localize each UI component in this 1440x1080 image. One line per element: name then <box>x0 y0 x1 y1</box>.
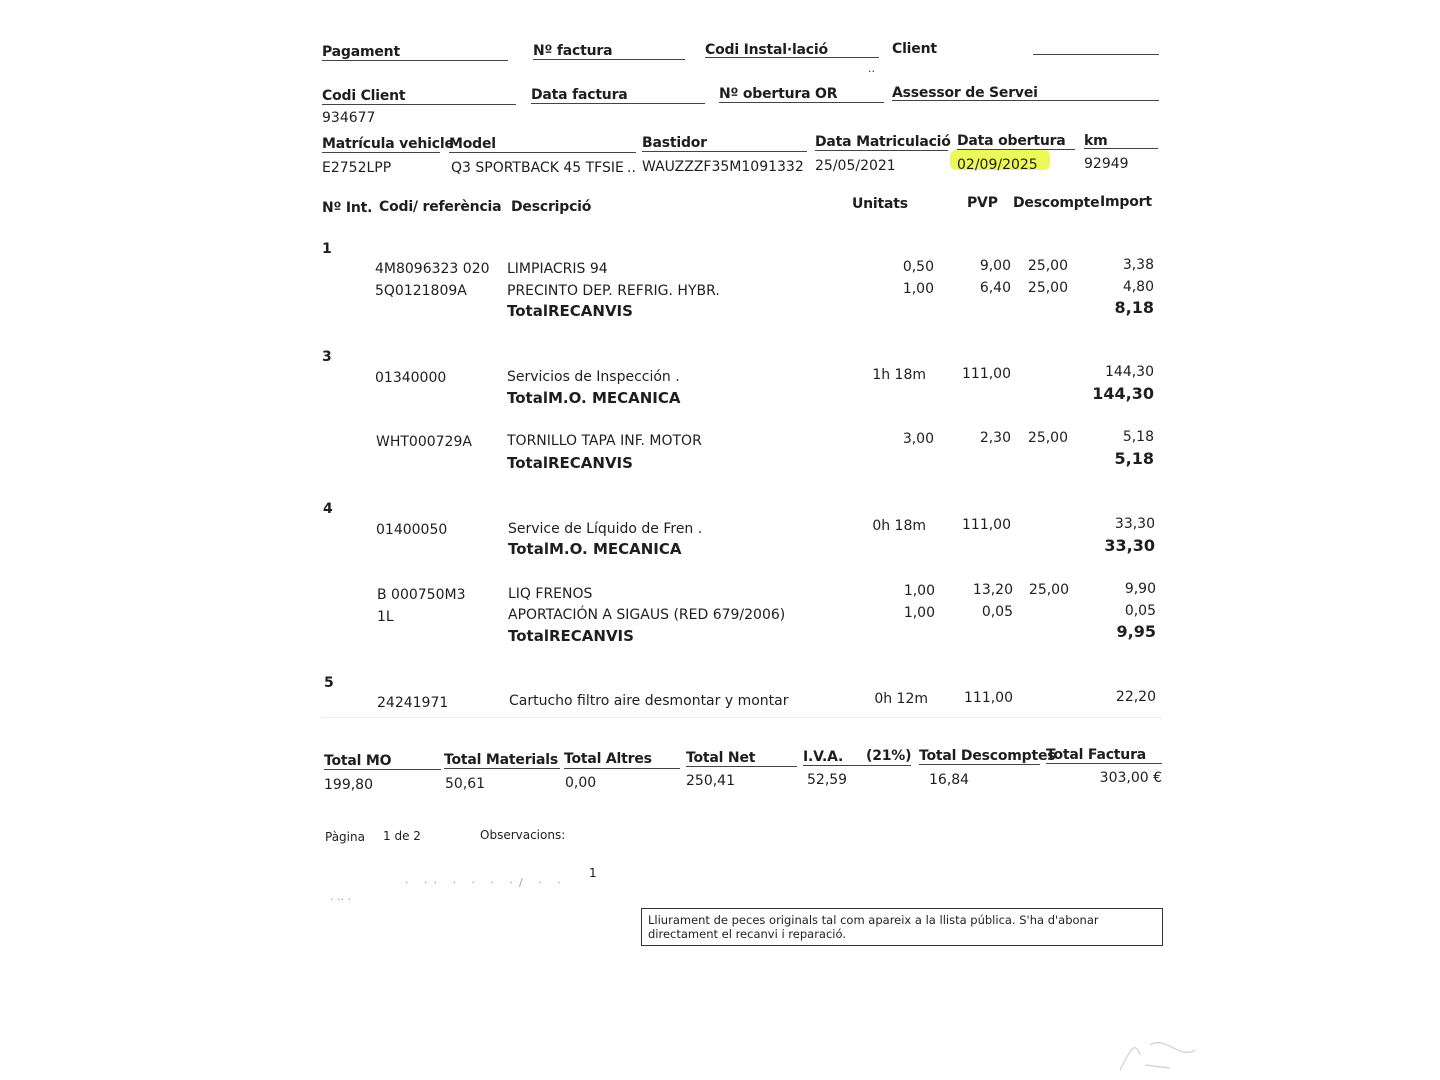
num-factura-underline <box>533 59 685 60</box>
line-desc: LIMPIACRIS 94 <box>507 261 608 277</box>
line-codi: B 000750M3 <box>377 587 466 603</box>
pagament-underline <box>322 60 508 61</box>
group-number: 4 <box>323 501 333 517</box>
group-number: 1 <box>322 241 332 257</box>
dots-mark: .. <box>868 62 875 75</box>
line-unitats: 0h 18m <box>872 518 926 534</box>
observacions-label: Observacions: <box>480 828 566 842</box>
data-matriculacio-label: Data Matriculació <box>815 134 951 150</box>
data-matriculacio-value: 25/05/2021 <box>815 158 896 174</box>
codi-client-label: Codi Client <box>322 88 406 104</box>
total-altres-underline <box>564 768 680 769</box>
line-unitats: 0h 12m <box>874 691 928 707</box>
col-num-int: Nº Int. <box>322 200 373 216</box>
total-descomptes-underline <box>919 764 1040 765</box>
total-net-label: Total Net <box>686 750 756 766</box>
data-matriculacio-underline <box>815 150 948 151</box>
iva-pct: (21%) <box>866 748 912 764</box>
km-label: km <box>1084 133 1108 149</box>
assessor-label: Assessor de Servei <box>892 85 1038 101</box>
subtotal-value: 144,30 <box>1092 384 1154 403</box>
iva-value: 52,59 <box>807 772 848 788</box>
line-codi: WHT000729A <box>376 434 472 450</box>
line-pvp: 111,00 <box>964 690 1013 706</box>
scan-mark-graphic <box>1110 1030 1210 1075</box>
line-import: 3,38 <box>1122 257 1154 273</box>
codi-instalacio-underline <box>705 57 879 58</box>
km-underline <box>1084 148 1158 149</box>
codi-client-underline <box>322 104 516 105</box>
line-unitats: 3,00 <box>902 431 934 447</box>
num-obertura-or-underline <box>719 102 884 103</box>
line-import: 0,05 <box>1124 603 1156 619</box>
line-pvp: 2,30 <box>979 430 1011 446</box>
total-mo-label: Total MO <box>324 753 392 769</box>
num-factura-label: Nº factura <box>533 43 613 59</box>
model-dots: .. <box>627 160 636 176</box>
line-descompte: 25,00 <box>1027 258 1068 274</box>
bastidor-label: Bastidor <box>642 135 707 151</box>
line-desc: LIQ FRENOS <box>508 586 593 602</box>
pagina-value: 1 de 2 <box>383 829 421 843</box>
line-desc: PRECINTO DEP. REFRIG. HYBR. <box>507 283 720 299</box>
line-unitats: 1,00 <box>902 281 934 297</box>
line-descompte: 25,00 <box>1028 582 1069 598</box>
model-value: Q3 SPORTBACK 45 TFSIE <box>451 160 624 176</box>
codi-instalacio-label: Codi Instal·lació <box>705 42 828 58</box>
line-pvp: 13,20 <box>972 582 1013 598</box>
faint-divider <box>322 717 1162 718</box>
group-number: 3 <box>322 349 332 365</box>
line-codi: 5Q0121809A <box>375 283 467 299</box>
col-import: Import <box>1100 194 1152 210</box>
assessor-underline <box>892 100 1159 101</box>
line-unitats: 1,00 <box>903 605 935 621</box>
scan-smudge: · ·· · <box>330 893 351 906</box>
iva-underline <box>803 765 911 766</box>
line-codi: 24241971 <box>377 695 449 711</box>
subtotal-value: 9,95 <box>1116 622 1156 641</box>
col-codi: Codi/ referència <box>379 199 502 215</box>
stray-mark: 1 <box>589 866 597 880</box>
line-codi: 4M8096323 020 <box>375 261 490 277</box>
pagament-label: Pagament <box>322 44 400 60</box>
data-factura-label: Data factura <box>531 87 628 103</box>
total-mo-underline <box>324 769 441 770</box>
line-desc: Service de Líquido de Fren . <box>508 521 703 537</box>
data-factura-underline <box>531 103 705 104</box>
line-pvp: 9,00 <box>979 258 1011 274</box>
line-pvp: 0,05 <box>981 604 1013 620</box>
subtotal-value: 5,18 <box>1114 449 1154 468</box>
pagina-label: Pàgina <box>325 830 365 844</box>
codi-client-value: 934677 <box>322 110 376 126</box>
matricula-value: E2752LPP <box>322 160 392 176</box>
line-import: 22,20 <box>1115 689 1156 705</box>
data-obertura-label: Data obertura <box>957 133 1066 149</box>
iva-label: I.V.A. <box>803 749 844 765</box>
line-desc: Servicios de Inspección . <box>507 369 680 385</box>
col-unitats: Unitats <box>852 196 908 212</box>
subtotal-label: TotalM.O. MECANICA <box>508 540 682 558</box>
total-materials-value: 50,61 <box>445 776 486 792</box>
subtotal-value: 33,30 <box>1104 536 1155 555</box>
col-descripcio: Descripció <box>511 199 592 215</box>
total-mo-value: 199,80 <box>324 777 373 793</box>
line-desc: APORTACIÓN A SIGAUS (RED 679/2006) <box>508 607 786 623</box>
line-codi: 01400050 <box>376 522 448 538</box>
total-factura-label: Total Factura <box>1046 747 1147 763</box>
subtotal-label: TotalRECANVIS <box>508 627 634 645</box>
subtotal-label: TotalRECANVIS <box>507 454 633 472</box>
line-import: 5,18 <box>1122 429 1154 445</box>
total-factura-underline <box>1046 763 1162 764</box>
line-import: 144,30 <box>1105 364 1154 380</box>
scan-smudge: · ·· · · · ·/ · · <box>405 876 567 889</box>
subtotal-value: 8,18 <box>1114 298 1154 317</box>
bastidor-underline <box>642 151 807 152</box>
total-altres-value: 0,00 <box>565 775 597 791</box>
line-import: 9,90 <box>1124 581 1156 597</box>
line-descompte: 25,00 <box>1027 430 1068 446</box>
total-descomptes-value: 16,84 <box>929 772 970 788</box>
num-obertura-or-label: Nº obertura OR <box>719 86 838 102</box>
subtotal-label: TotalRECANVIS <box>507 302 633 320</box>
col-pvp: PVP <box>967 195 998 211</box>
data-obertura-value: 02/09/2025 <box>957 157 1038 173</box>
line-pvp: 6,40 <box>979 280 1011 296</box>
line-unitats: 0,50 <box>902 259 934 275</box>
line-pvp: 111,00 <box>962 517 1011 533</box>
line-unitats: 1h 18m <box>872 367 926 383</box>
subtotal-label: TotalM.O. MECANICA <box>507 389 681 407</box>
line-descompte: 25,00 <box>1027 280 1068 296</box>
client-label: Client <box>892 41 937 57</box>
data-obertura-underline <box>957 149 1075 150</box>
bastidor-value: WAUZZZF35M1091332 <box>642 159 804 175</box>
line-codi: 1L <box>377 609 394 625</box>
line-desc: TORNILLO TAPA INF. MOTOR <box>507 433 702 449</box>
line-codi: 01340000 <box>375 370 447 386</box>
note-box: Lliurament de peces originals tal com apareix a la llista pública. S'ha d'abonar directament el recanvi i reparació. <box>641 908 1163 946</box>
line-import: 4,80 <box>1122 279 1154 295</box>
km-value: 92949 <box>1084 156 1129 172</box>
matricula-label: Matrícula vehicle <box>322 136 454 152</box>
total-net-underline <box>686 766 797 767</box>
total-descomptes-label: Total Descomptes <box>919 748 1056 764</box>
total-factura-value: 303,00 € <box>1099 770 1162 786</box>
line-unitats: 1,00 <box>903 583 935 599</box>
model-underline <box>449 152 636 153</box>
total-materials-underline <box>444 768 560 769</box>
total-altres-label: Total Altres <box>564 751 652 767</box>
line-pvp: 111,00 <box>962 366 1011 382</box>
model-label: Model <box>449 136 496 152</box>
group-number: 5 <box>324 675 334 691</box>
line-desc: Cartucho filtro aire desmontar y montar <box>509 693 789 709</box>
matricula-underline <box>322 152 440 153</box>
total-net-value: 250,41 <box>686 773 735 789</box>
total-materials-label: Total Materials <box>444 752 558 768</box>
client-underline <box>1033 54 1159 55</box>
col-descompte: Descompte <box>1013 195 1100 211</box>
line-import: 33,30 <box>1114 516 1155 532</box>
